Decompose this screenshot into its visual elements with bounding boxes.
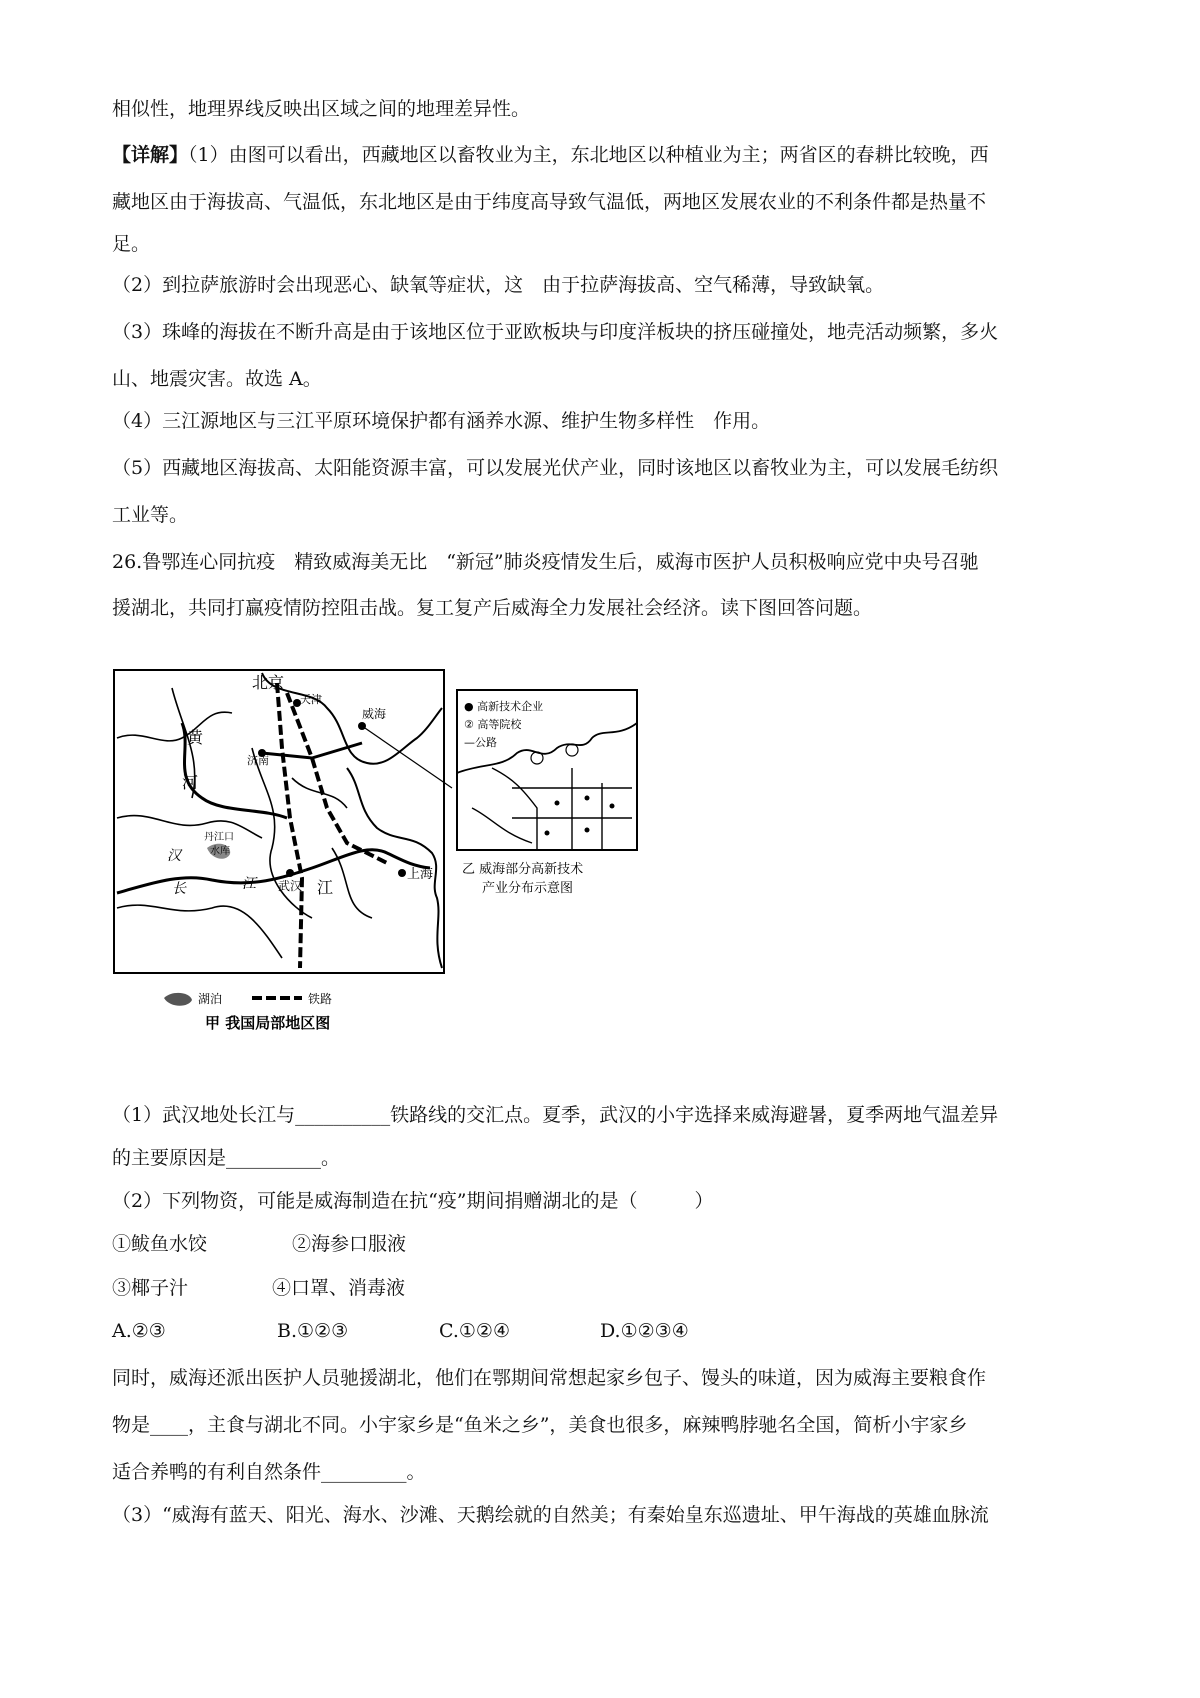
subq-2-items-row-1	[112, 1231, 407, 1257]
shanghai-marker	[398, 869, 406, 877]
legend-lake-label: 湖泊	[198, 992, 223, 1006]
label-beijing: 北京	[252, 673, 285, 692]
map-a-caption: 甲 我国局部地区图	[205, 1014, 331, 1032]
explanation-line-2	[112, 142, 989, 168]
explanation-line-6: （3）珠峰的海拔在不断升高是由于该地区位于亚欧板块与印度洋板块的挤压碰撞处，地壳活动频繁，多火	[112, 321, 999, 343]
explanation-line-10: 工业等。	[112, 504, 189, 526]
map-b-frame	[457, 690, 637, 850]
detail-label: 【详解】	[112, 144, 189, 166]
subq-2-line-3: 适合养鸭的有利自然条件_________。	[112, 1461, 426, 1483]
college-marker-1	[531, 752, 543, 764]
explanation-line-7: 山、地震灾害。故选 A。	[112, 368, 322, 390]
label-danjiangkou: 丹江口	[204, 832, 234, 843]
subq-1-line-1: （1）武汉地处长江与__________铁路线的交汇点。夏季，武汉的小宇选择来威海避暑，夏季两地气温差异	[112, 1104, 999, 1126]
explanation-line-1: 相似性，地理界线反映出区域之间的地理差异性。	[112, 98, 531, 120]
subq-2-line-2: 物是____，主食与湖北不同。小宇家乡是“鱼米之乡”，美食也很多，麻辣鸭脖驰名全国，简析小宇家乡	[112, 1414, 968, 1436]
item-4: ④口罩、消毒液	[272, 1277, 406, 1299]
label-huang: 黄	[187, 728, 204, 747]
option-b[interactable]: B.①②③	[277, 1320, 349, 1342]
subq-2-items-row-2	[112, 1275, 406, 1301]
legend-rail-label: 铁路	[308, 992, 333, 1006]
enterprise-marker-5	[585, 828, 590, 833]
label-shuiku: 水库	[210, 846, 230, 857]
enterprise-marker-4	[545, 831, 550, 836]
question-26-line-2: 援湖北，共同打赢疫情防控阻击战。复工复产后威海全力发展社会经济。读下图回答问题。	[112, 597, 873, 619]
item-2: ②海参口服液	[292, 1233, 407, 1255]
legend-college: ② 高等院校	[464, 718, 522, 731]
subq-3-line-1: （3）“威海有蓝天、阳光、海水、沙滩、天鹅绘就的自然美；有秦始皇东巡遗址、甲午海战的英雄血脉流	[112, 1504, 989, 1526]
map-b-roads	[472, 768, 632, 850]
label-wuhan: 武汉	[278, 879, 303, 893]
college-marker-2	[566, 744, 578, 756]
label-han: 汉	[167, 848, 181, 864]
legend-lake-icon	[164, 993, 192, 1006]
label-jiang-2: 江	[317, 878, 334, 897]
subq-2-options	[112, 1318, 812, 1344]
province-borders	[117, 688, 372, 958]
label-jinan: 济南	[247, 754, 269, 767]
map-b-caption-1: 乙 威海部分高新技术	[462, 862, 584, 877]
label-chang: 长	[172, 881, 186, 897]
subq-1-line-2: 的主要原因是__________。	[112, 1147, 341, 1169]
legend-enterprise: ● 高新技术企业	[464, 700, 544, 713]
explanation-line-8: （4）三江源地区与三江平原环境保护都有涵养水源、维护生物多样性 作用。	[112, 410, 771, 432]
label-jiang-1: 江	[242, 876, 256, 892]
maps-figure	[112, 668, 812, 1053]
explanation-line-3: 藏地区由于海拔高、气温低，东北地区是由于纬度高导致气温低，两地区发展农业的不利条件都是热量不	[112, 191, 987, 213]
question-26-line-1: 26.鲁鄂连心同抗疫 精致威海美无比 “新冠”肺炎疫情发生后，威海市医护人员积极响应党中央号召驰	[112, 551, 979, 573]
wuhan-marker	[286, 869, 294, 877]
explanation-line-2-text: （1）由图可以看出，西藏地区以畜牧业为主，东北地区以种植业为主；两省区的春耕比较晚，西	[188, 144, 989, 166]
callout-line	[362, 726, 452, 788]
option-d[interactable]: D.①②③④	[600, 1320, 689, 1342]
item-3: ③椰子汁	[112, 1277, 189, 1299]
explanation-line-4: 足。	[112, 233, 151, 255]
explanation-line-5: （2）到拉萨旅游时会出现恶心、缺氧等症状，这 由于拉萨海拔高、空气稀薄，导致缺氧。	[112, 274, 885, 296]
label-tianjin: 天津	[300, 693, 322, 706]
label-he: 河	[182, 773, 199, 792]
map-b-caption-2: 产业分布示意图	[482, 881, 574, 896]
explanation-line-9: （5）西藏地区海拔高、太阳能资源丰富，可以发展光伏产业，同时该地区以畜牧业为主，可以发展毛纺织	[112, 457, 999, 479]
item-1: ①鲅鱼水饺	[112, 1233, 208, 1255]
legend-road: —公路	[464, 736, 497, 749]
yangtze-river	[117, 850, 430, 893]
option-a[interactable]: A.②③	[112, 1320, 166, 1342]
label-shanghai: 上海	[407, 867, 434, 882]
coastline-north	[262, 673, 442, 764]
subq-2-stem: （2）下列物资，可能是威海制造在抗“疫”期间捐赠湖北的是（ ）	[112, 1190, 714, 1212]
subq-2-line-1: 同时，威海还派出医护人员驰援湖北，他们在鄂期间常想起家乡包子、馒头的味道，因为威海主要粮食作	[112, 1367, 987, 1389]
enterprise-marker-1	[555, 801, 560, 806]
enterprise-marker-2	[585, 796, 590, 801]
enterprise-marker-3	[610, 804, 615, 809]
label-weihai: 威海	[362, 707, 387, 721]
option-c[interactable]: C.①②④	[439, 1320, 510, 1342]
